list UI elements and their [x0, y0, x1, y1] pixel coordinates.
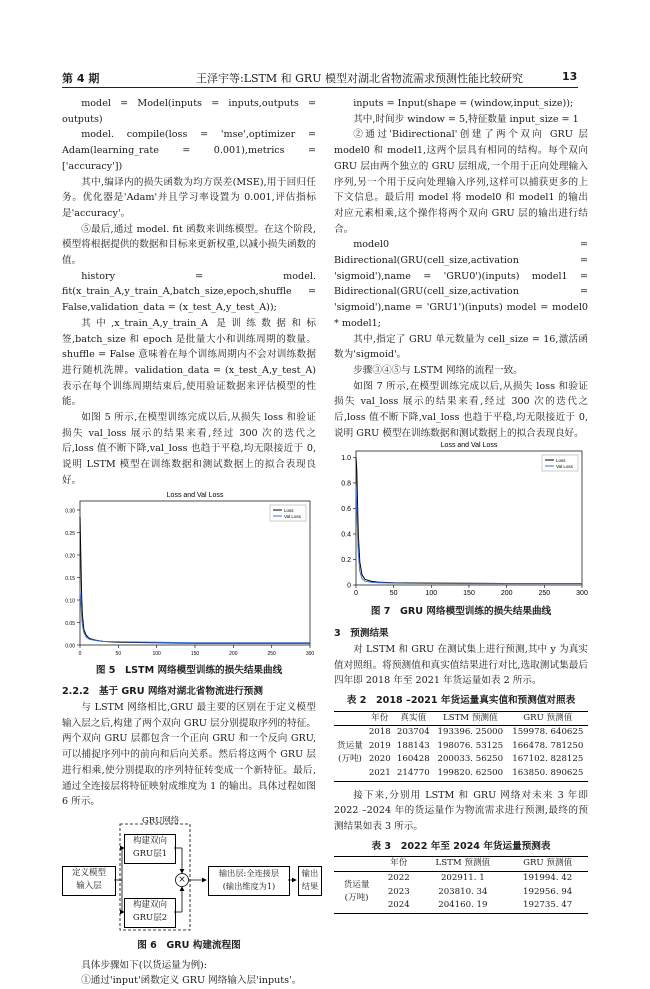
flow-label: (输出维度为1): [222, 880, 276, 891]
running-title: 王泽宇等:LSTM 和 GRU 模型对湖北省物流需求预测性能比较研究: [196, 72, 523, 85]
table-cell: 159978. 640625: [512, 727, 584, 738]
table-cell: 163850. 890625: [508, 767, 588, 781]
y-tick-label: 0: [347, 582, 351, 590]
multiply-icon: ×: [178, 874, 186, 885]
flow-output-box: [298, 866, 322, 896]
table-cell: 191994. 42: [523, 873, 573, 884]
table-3: [334, 856, 588, 913]
table-header-cell: 年份: [366, 711, 394, 726]
table-cell: 2022: [387, 873, 410, 884]
paragraph: 与 LSTM 网络相比,GRU 最主要的区别在于定义模型输入层之后,构建了两个双向 GRU 层分别提取序列的特征。两个双向 GRU 层都包含一个正向 GRU 和一个反向 GRU,可以捕捉序列中的前向和后向关系。然后将这两个 GRU 层进行相乘,使分别提取的序列特征转变成一个新特征。最后,通过全连接层将特征映射成维度为 1 的输出。具体过程如图 6 所示。: [62, 701, 316, 808]
table-cell: 202911. 1: [440, 873, 485, 884]
y-tick-label: 0.8: [341, 480, 351, 488]
table-cell: 192956. 94: [523, 886, 573, 897]
figure-6-diagram: [62, 814, 319, 934]
paragraph: 其中,x_train_A,y_train_A 是训练数据和标签,batch_size 和 epoch 是批量大小和训练周期的数量。shuffle = False 意味着在每个训练周期内不会对训练数据进行随机洗牌。validation_data = (x_test_A,y_test_A)表示在每个训练周期结束后,使用验证数据来评估模型的性能。: [62, 317, 316, 408]
flow-input-box: [62, 866, 116, 896]
x-tick-label: 50: [115, 650, 122, 657]
y-tick-label: 1.0: [341, 455, 351, 463]
table-header-row: [334, 857, 588, 872]
table-row: [334, 767, 588, 781]
section-heading: 2.2.2 基于 GRU 网络对湖北省物流进行预测: [62, 686, 263, 698]
table-cell: 2019: [368, 740, 391, 751]
chart-title: Loss and Val Loss: [166, 491, 224, 499]
table-header-cell: 年份: [379, 857, 418, 872]
flow-label: GRU层1: [132, 848, 168, 859]
flow-fc-box: [208, 866, 290, 896]
table-cell: 200033. 56250: [437, 754, 504, 765]
issue-number: 第 4 期: [62, 72, 100, 85]
flow-label: 构建双向: [132, 899, 167, 910]
flow-label: 输入层: [76, 880, 102, 891]
legend-label: Loss: [284, 507, 294, 513]
table-row: [334, 740, 588, 754]
y-tick-label: 0.10: [65, 598, 75, 605]
x-tick-label: 300: [576, 590, 588, 598]
x-tick-label: 300: [305, 650, 315, 657]
x-tick-label: 100: [425, 590, 438, 598]
x-tick-label: 200: [229, 650, 238, 657]
paragraph: ①通过'input'函数定义 GRU 网络输入层'inputs'。: [81, 975, 302, 987]
group-label-line: 货运量: [343, 880, 370, 891]
x-tick-label: 250: [538, 590, 551, 598]
x-tick-label: 50: [389, 590, 398, 598]
legend-label: Loss: [556, 458, 566, 464]
flow-gru1-box: [124, 834, 176, 864]
table-cell: 214770: [394, 767, 433, 781]
x-tick-label: 150: [463, 590, 475, 598]
y-tick-label: 0.05: [65, 620, 75, 627]
paragraph: 如图 5 所示,在模型训练完成以后,从损失 loss 和验证损失 val_loss 展示的结果来看,经过 300 次的迭代之后,loss 值不断下降,val_loss 也趋于平稳,均无限接近于 0,说明 LSTM 模型在训练数据和测试数据上的拟合表现良好。: [62, 412, 316, 486]
table-cell: 160428: [396, 754, 430, 765]
paragraph: 接下来,分别用 LSTM 和 GRU 网络对未来 3 年即 2022 –2024 年的货运量作为物流需求进行预测,最终的预测结果如表 3 所示。: [334, 789, 588, 833]
group-label-line: 货运量: [337, 741, 363, 752]
figure-5-caption: 图 5 LSTM 网络模型训练的损失结果曲线: [95, 664, 283, 676]
code-line: history = model. fit(x_train_A,y_train_A,batch_size,epoch,shuffle = False,validation_data = (x_test_A,y_test_A));: [62, 270, 316, 314]
table-cell: 2020: [368, 754, 391, 765]
paragraph: 其中,指定了 GRU 单元数量为 cell_size = 16,激活函数为'sigmoid'。: [334, 333, 588, 361]
chart-title: Loss and Val Loss: [440, 442, 498, 450]
table-cell: 203810. 34: [438, 886, 488, 897]
figure-7-chart: [334, 441, 588, 601]
x-tick-label: 0: [354, 590, 358, 598]
table-header-cell: [334, 857, 379, 872]
table-2-caption: 表 2 2018 –2021 年货运量真实值和预测值对照表: [346, 694, 576, 706]
table-header-row: [334, 711, 588, 726]
paragraph: 其中,时间步 window = 5,特征数量 input_size = 1: [353, 113, 579, 125]
table-cell: 2018: [368, 727, 391, 738]
table-cell: 2023: [387, 886, 410, 897]
table-cell: 2021: [366, 767, 394, 781]
y-tick-label: 0.20: [65, 553, 75, 560]
y-tick-label: 0.00: [65, 643, 75, 650]
flow-label: 结果: [301, 880, 319, 891]
y-tick-label: 0.6: [341, 506, 351, 514]
paragraph: 如图 7 所示,在模型训练完成以后,从损失 loss 和验证损失 val_loss 展示的结果来看,经过 300 次的迭代之后,loss 值不断下降,val_loss 也趋于平稳,均无限接近于 0,说明 GRU 模型在训练数据和测试数据上的拟合表现良好。: [334, 380, 588, 439]
y-tick-label: 0.15: [65, 575, 75, 582]
table-cell: 199820. 62500: [433, 767, 508, 781]
x-tick-label: 150: [190, 650, 200, 657]
x-tick-label: 0: [78, 650, 82, 657]
page-number: 13: [562, 70, 578, 83]
flow-gru2-box: [124, 898, 176, 928]
table-group-label: [334, 726, 366, 781]
paragraph: ⑤最后,通过 model. fit 函数来训练模型。在这个阶段,模型将根据提供的数据和目标来更新权重,以减小损失函数的值。: [62, 223, 316, 267]
table-cell: 204160. 19: [418, 899, 507, 913]
paragraph: 其中,编译内的损失函数为均方误差(MSE),用于回归任务。优化器是'Adam'并且学习率设置为 0.001,评估指标是'accuracy'。: [62, 176, 316, 219]
flow-label: 输出: [301, 867, 319, 878]
paragraph: 对 LSTM 和 GRU 在测试集上进行预测,其中 y 为真实值对照组。将预测值和真实值结果进行对比,选取测试集最后四年即 2018 年至 2021 年货运量如表 2 所示。: [334, 643, 588, 687]
x-tick-label: 200: [500, 590, 513, 598]
table-cell: 192735. 47: [507, 899, 588, 913]
table-group-label: [334, 872, 379, 914]
table-cell: 166478. 781250: [512, 740, 584, 751]
table-row: [334, 726, 588, 740]
y-tick-label: 0.30: [65, 508, 75, 515]
table-cell: 188143: [396, 740, 430, 751]
table-2: [334, 711, 588, 782]
y-tick-label: 0.4: [341, 531, 351, 539]
legend-label: Val Loss: [556, 464, 573, 470]
header-rule: [62, 87, 578, 88]
table-row: [334, 753, 588, 767]
y-tick-label: 0.2: [341, 557, 351, 565]
group-label-line: (万吨): [344, 893, 369, 904]
right-column: [334, 96, 588, 914]
code-line: model. compile(loss = 'mse',optimizer = Adam(learning_rate = 0.001),metrics = ['accuracy']): [62, 129, 316, 172]
table-row: [334, 872, 588, 886]
x-tick-label: 100: [152, 650, 161, 657]
code-line: inputs = Input(shape = (window,input_size));: [353, 98, 574, 109]
section-heading: 3 预测结果: [334, 628, 389, 640]
figure-6-caption: 图 6 GRU 构建流程图: [137, 939, 241, 951]
flow-gru-network-title: GRU网络: [142, 815, 180, 826]
table-cell: 198076. 53125: [437, 740, 504, 751]
legend-label: Val Loss: [284, 513, 301, 519]
table-cell: 203704: [396, 727, 430, 738]
table-header-cell: LSTM 预测值: [433, 711, 508, 726]
code-line: model = Model(inputs = inputs,outputs = outputs): [62, 98, 316, 125]
figure-7-caption: 图 7 GRU 网络模型训练的损失结果曲线: [370, 606, 552, 618]
paragraph: 具体步骤如下(以货运量为例):: [81, 959, 208, 971]
group-label-line: (万吨): [338, 754, 362, 765]
paragraph: ②通过'Bidirectional'创建了两个双向 GRU 层 model0 和 model1,这两个层具有相同的结构。每个双向 GRU 层由两个独立的 GRU 层组成,一个用于正向处理输入序列,另一个用于反向处理输入序列,这样可以捕获更多的上下文信息。最后用 model 将 model0 和 model1 的输出对应元素相乘,这个操作将两个双向 GRU 层的输出进行结合。: [334, 129, 588, 235]
flow-label: 定义模型: [71, 867, 106, 878]
table-cell: 193396. 25000: [437, 727, 504, 738]
flow-label: 输出层:全连接层: [218, 867, 280, 878]
flow-label: 构建双向: [132, 835, 167, 846]
table-header-cell: [334, 711, 366, 726]
table-3-caption: 表 3 2022 年至 2024 年货运量预测表: [371, 840, 551, 852]
table-header-cell: LSTM 预测值: [418, 857, 507, 872]
table-header-cell: GRU 预测值: [508, 711, 588, 726]
paragraph: 步骤③④⑤与 LSTM 网络的流程一致。: [353, 364, 523, 376]
flow-label: GRU层2: [132, 912, 168, 923]
table-cell: 2024: [379, 899, 418, 913]
table-header-cell: 真实值: [394, 711, 433, 726]
code-line: model0 = Bidirectional(GRU(cell_size,activation = 'sigmoid'),name = 'GRU0')(inputs) model1 = Bidirectional(GRU(cell_size,activation = 'sigmoid'),name = 'GRU1')(inputs) model = model0 * model1;: [334, 239, 588, 329]
left-column: [62, 96, 319, 989]
figure-5-chart: [62, 489, 316, 659]
y-tick-label: 0.25: [65, 530, 75, 537]
table-header-cell: GRU 预测值: [507, 857, 588, 872]
table-cell: 167102. 828125: [512, 754, 584, 765]
x-tick-label: 250: [267, 650, 276, 657]
